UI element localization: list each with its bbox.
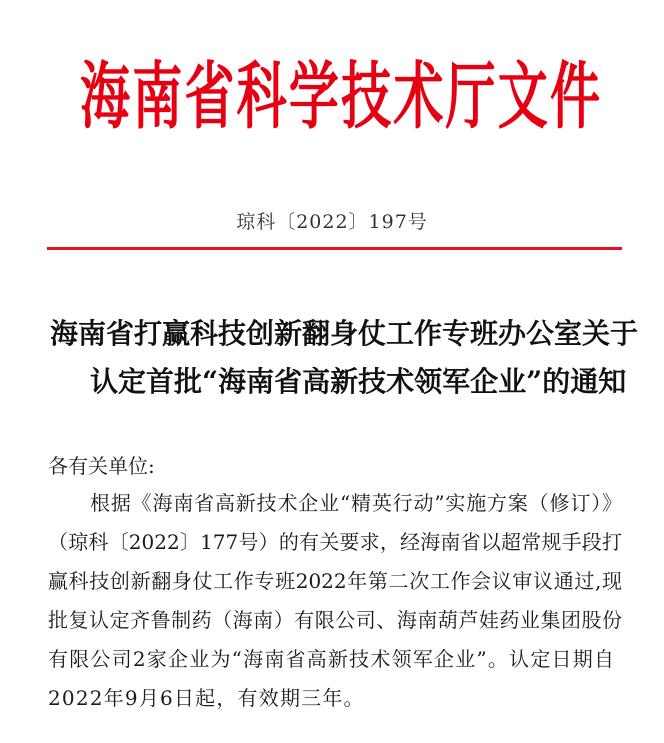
body-line: 赢科技创新翻身仗工作专班2022年第二次工作会议审议通过,现 [48, 569, 622, 593]
body-line: 有限公司2家企业为“海南省高新技术领军企业”。认定日期自 [48, 647, 614, 671]
body-line: 2022年9月6日起，有效期三年。 [48, 686, 365, 710]
issuer-title: 海南省科学技术厅文件 [80, 54, 600, 140]
body-line: 批复认定齐鲁制药（海南）有限公司、海南葫芦娃药业集团股份 [48, 608, 622, 632]
notice-heading-line-2: 认定首批“海南省高新技术领军企业”的通知 [90, 365, 627, 398]
notice-heading-line-1: 海南省打赢科技创新翻身仗工作专班办公室关于 [50, 317, 639, 350]
red-divider [47, 247, 622, 250]
body-line: 根据《海南省高新技术企业“精英行动”实施方案（修订）》 [90, 491, 622, 515]
salutation: 各有关单位: [48, 454, 155, 478]
document-number: 琼科〔2022〕197号 [236, 211, 428, 233]
body-line: （琼科〔2022〕177号）的有关要求，经海南省以超常规手段打 [48, 530, 622, 554]
